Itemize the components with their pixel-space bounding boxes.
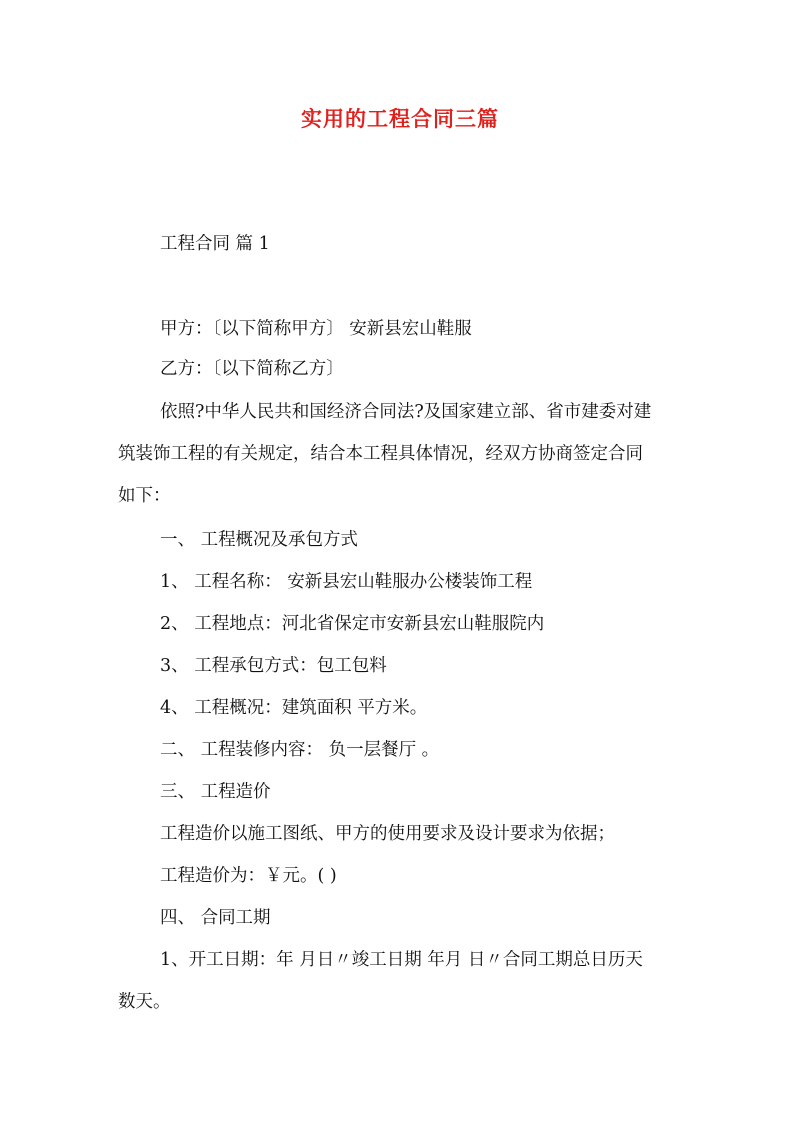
clause-heading: 一、 工程概况及承包方式 <box>160 530 359 550</box>
paragraph-line: 如下： <box>118 486 171 506</box>
party-a-line: 甲方：〔以下简称甲方〕 安新县宏山鞋服 <box>160 319 472 339</box>
party-b-line: 乙方：〔以下简称乙方〕 <box>160 359 344 379</box>
clause-heading: 三、 工程造价 <box>160 782 271 802</box>
clause-item: 2、 工程地点：河北省保定市安新县宏山鞋服院内 <box>160 614 545 634</box>
clause-item: 工程造价为：￥元。( ) <box>160 866 337 886</box>
clause-heading: 四、 合同工期 <box>160 908 271 928</box>
clause-item: 1、 工程名称： 安新县宏山鞋服办公楼装饰工程 <box>160 572 533 592</box>
document-title: 实用的工程合同三篇 <box>301 106 499 131</box>
paragraph-line: 筑装饰工程的有关规定，结合本工程具体情况，经双方协商签定合同 <box>118 444 643 464</box>
paragraph-line: 数天。 <box>118 992 171 1012</box>
clause-item: 4、 工程概况：建筑面积 平方米。 <box>160 698 428 718</box>
clause-item: 3、 工程承包方式：包工包料 <box>160 656 387 676</box>
clause-item: 工程造价以施工图纸、甲方的使用要求及设计要求为依据； <box>160 824 615 844</box>
clause-heading: 二、 工程装修内容： 负一层餐厅 。 <box>160 740 440 760</box>
paragraph-line: 依照?中华人民共和国经济合同法?及国家建立部、省市建委对建 <box>160 402 652 422</box>
paragraph-line: 1、开工日期：年 月日〃竣工日期 年月 日〃合同工期总日历天 <box>160 950 643 970</box>
section-heading: 工程合同 篇 1 <box>160 234 270 254</box>
